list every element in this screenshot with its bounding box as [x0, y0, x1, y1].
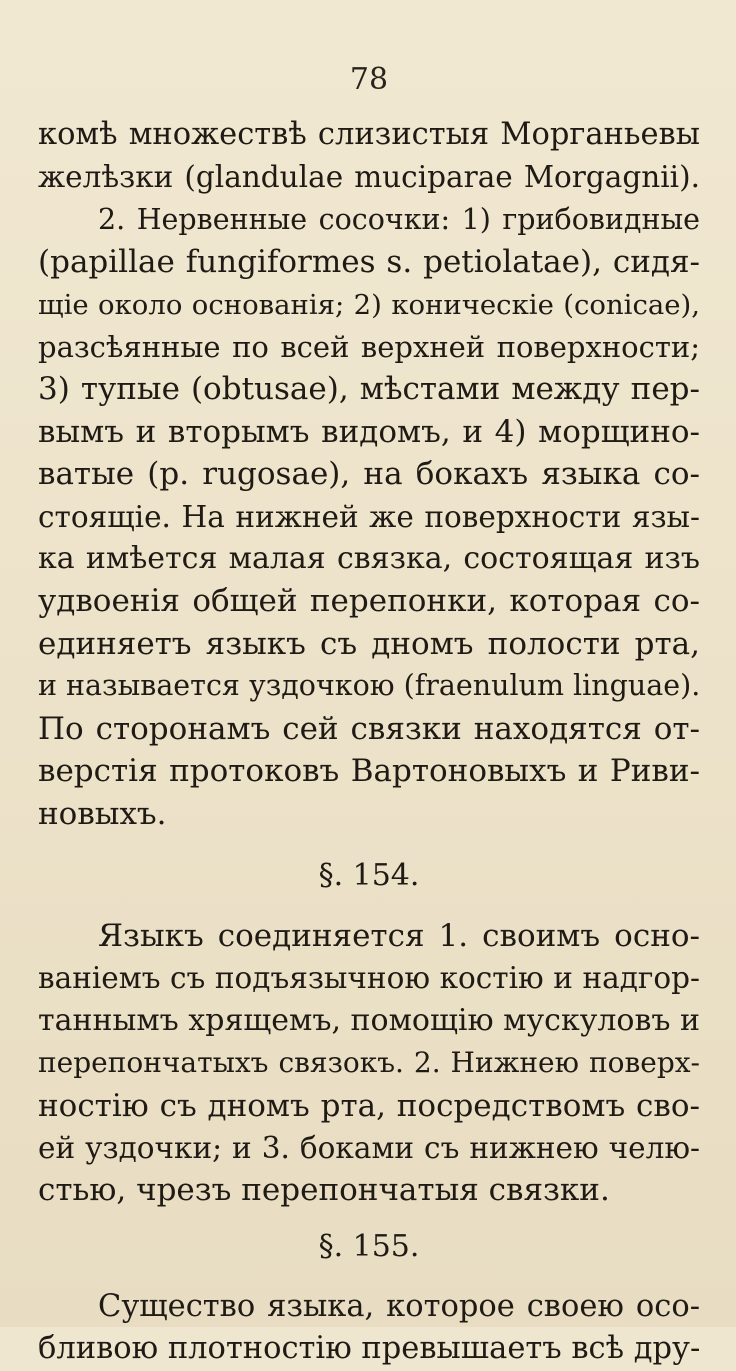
text-line: вымъ и вторымъ видомъ, и 4) морщино- — [38, 413, 700, 450]
text-line: ваніемъ съ подъязычною костію и надгор- — [38, 961, 700, 996]
text-line: новыхъ. — [38, 795, 167, 832]
paragraph-section-154 — [38, 915, 700, 1212]
text-line: бливою плотностію превышаетъ всѣ дру- — [38, 1331, 701, 1367]
text-line: 2. Нервенные сосочки: 1) грибовидные — [98, 202, 700, 236]
text-line: ностію съ дномъ рта, посредствомъ сво- — [38, 1087, 700, 1124]
paragraph-continued — [38, 114, 700, 835]
text-line: желѣзки (glandulae muciparae Morgagnii). — [38, 160, 700, 195]
text-line: комѣ множествѣ слизистыя Морганьевы — [38, 117, 700, 152]
text-line: удвоенія общей перепонки, которая со- — [38, 583, 700, 620]
text-line: стоящіе. На нижней же поверхности язы- — [38, 499, 700, 534]
page-number: 78 — [349, 62, 389, 97]
text-line: (papillae fungiformes s. petiolatae), сидя- — [38, 244, 700, 281]
section-heading: §. 154. — [318, 857, 420, 893]
section-heading: §. 155. — [318, 1228, 420, 1264]
text-line: Существо языка, которое своею осо- — [98, 1288, 700, 1324]
text-line: ей уздочки; и 3. боками съ нижнею челю- — [38, 1130, 700, 1165]
text-line: верстія протоковъ Вартоновыхъ и Риви- — [38, 753, 700, 790]
text-line: таннымъ хрящемъ, помощію мускуловъ и — [38, 1002, 700, 1038]
text-line: ка имѣется малая связка, состоящая изъ — [38, 541, 700, 577]
paragraph-section-155 — [38, 1286, 700, 1371]
text-line: единяетъ языкъ съ дномъ полости рта, — [38, 625, 700, 662]
text-line: ватые (p. rugosae), на бокахъ языка со- — [38, 456, 700, 493]
text-line: щіе около основанія; 2) коническіе (conicae), — [38, 288, 700, 321]
text-line: По сторонамъ сей связки находятся от- — [38, 710, 700, 747]
text-line: разсѣянные по всей верхней поверхности; — [38, 330, 700, 365]
text-line: стью, чрезъ перепончатыя связки. — [38, 1172, 610, 1209]
text-line: и называется уздочкою (fraenulum linguae). — [38, 669, 701, 703]
text-line: 3) тупые (obtusae), мѣстами между пер- — [38, 371, 700, 408]
text-line: Языкъ соединяется 1. своимъ осно- — [98, 917, 700, 954]
text-line: перепончатыхъ связокъ. 2. Нижнею поверх- — [38, 1046, 700, 1080]
